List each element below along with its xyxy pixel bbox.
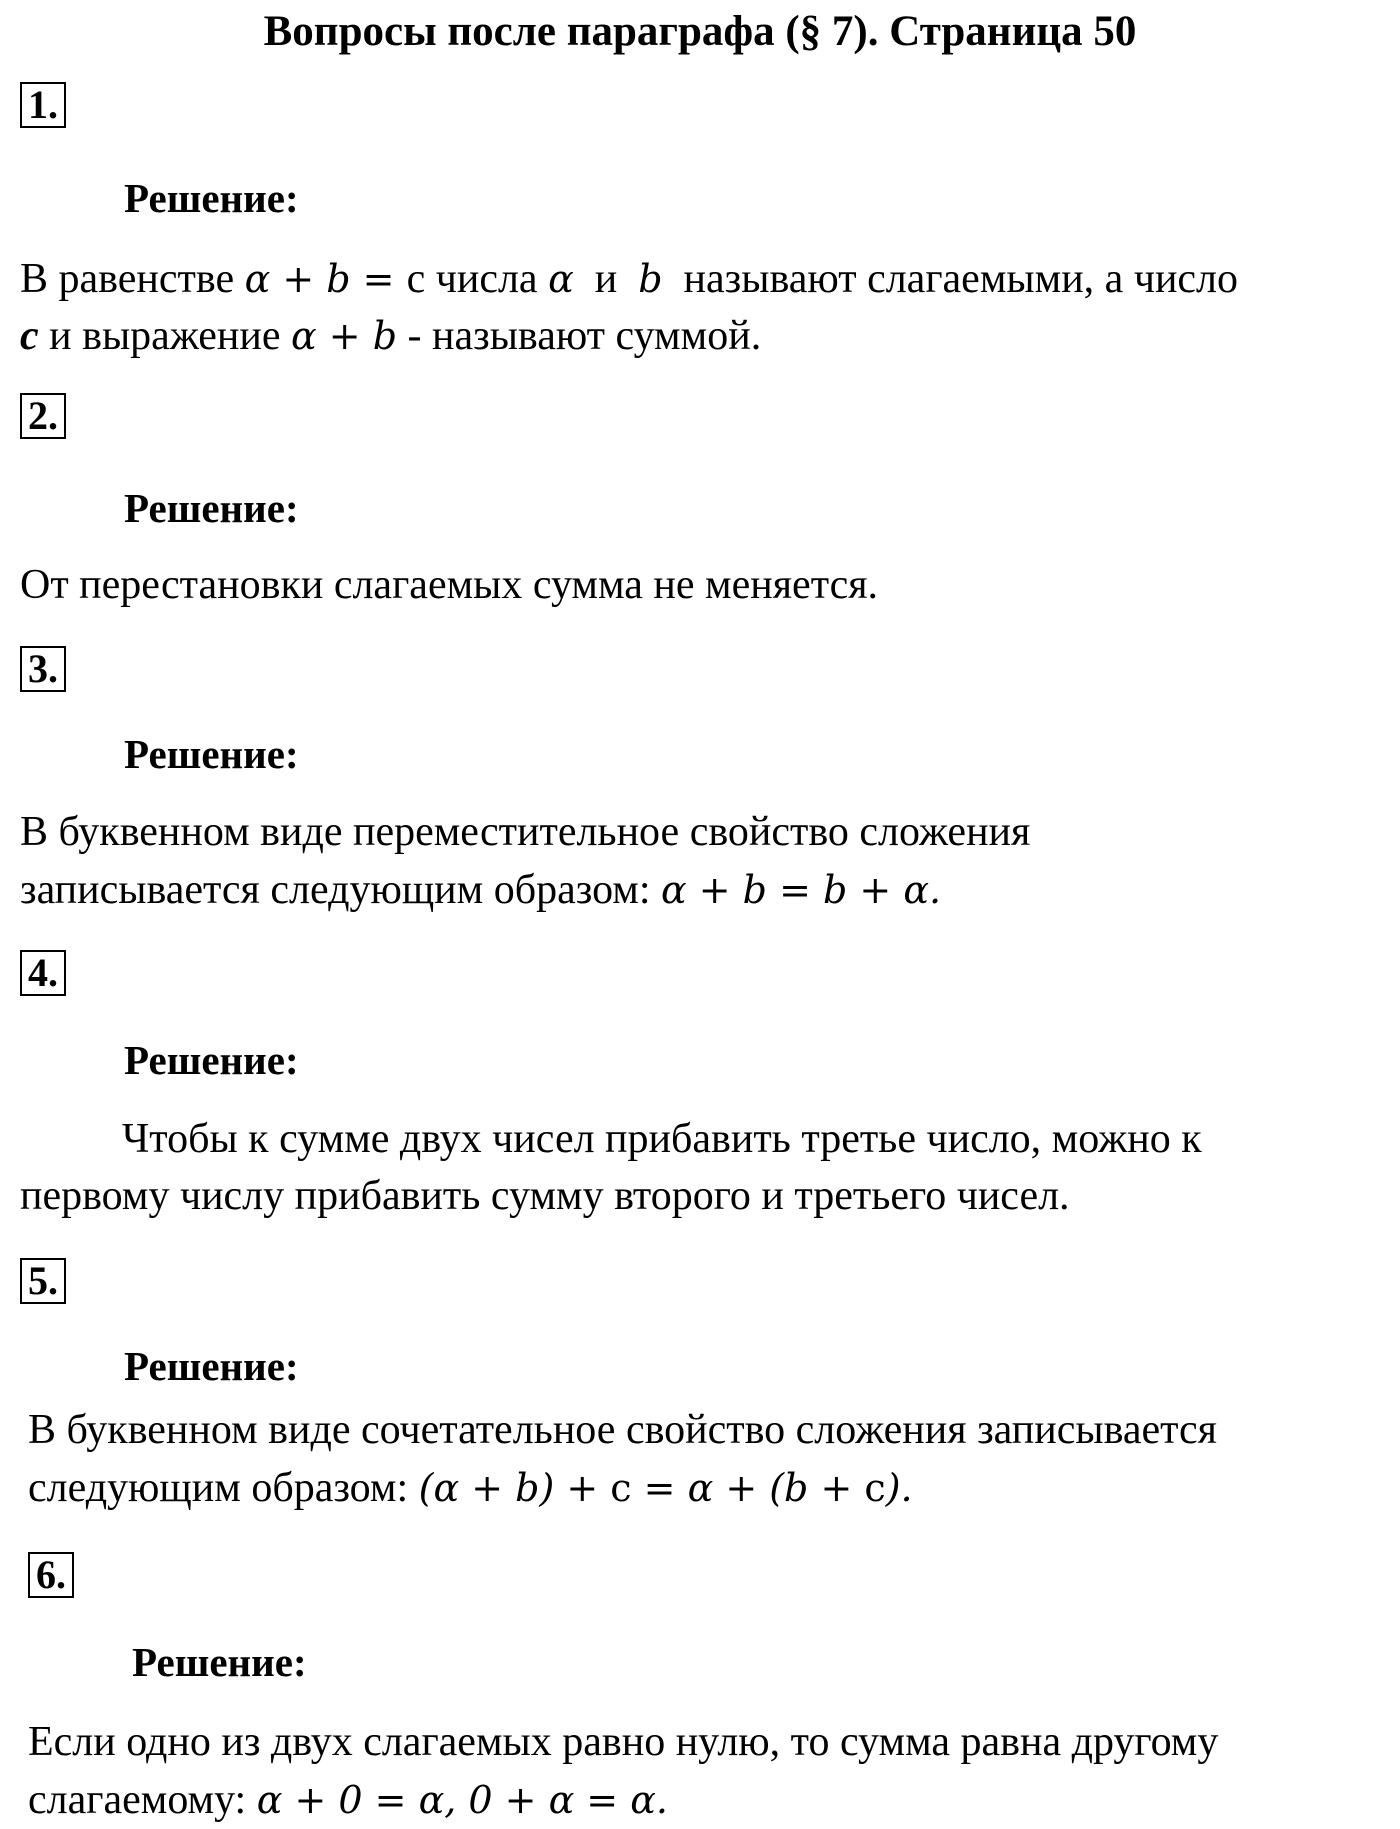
page-title: Вопросы после параграфа (§ 7). Страница 50 xyxy=(263,8,1137,55)
answer-1-formula: α + b = xyxy=(244,257,407,301)
solution-heading-3: Решение: xyxy=(124,731,299,777)
answer-5-formula-part-2: = α + (b + xyxy=(631,1466,865,1510)
question-number-5: 5. xyxy=(20,1258,66,1304)
answer-1-var-c: c xyxy=(20,313,39,359)
answer-4-line-2: первому числу прибавить сумму второго и третьего чисел. xyxy=(20,1173,1070,1219)
answer-1-var-alpha: α xyxy=(548,257,574,301)
answer-1-line-2 xyxy=(20,307,761,365)
answer-1-text-c: и xyxy=(573,256,639,302)
answer-1-text-f: - называют суммой. xyxy=(397,313,762,359)
answer-5-formula-part-1: (α + b) + xyxy=(418,1466,611,1510)
answer-5-line-1: В буквенном виде сочетательное свойство сложения записывается xyxy=(28,1407,1217,1453)
answer-4-line-1: Чтобы к сумме двух чисел прибавить третье число, можно к xyxy=(122,1116,1202,1162)
answer-3-text: записывается следующим образом: xyxy=(20,867,662,913)
solution-heading-5: Решение: xyxy=(124,1343,299,1389)
answer-6-line-2 xyxy=(28,1771,668,1829)
question-number-2: 2. xyxy=(20,393,66,439)
question-number-6: 6. xyxy=(28,1552,74,1598)
question-number-3: 3. xyxy=(20,646,66,692)
answer-2-text: От перестановки слагаемых сумма не меняется. xyxy=(20,562,879,608)
solution-heading-1: Решение: xyxy=(124,175,299,221)
answer-5-formula-c-1: c xyxy=(610,1466,632,1510)
answer-6-formula: α + 0 = α, 0 + α = α. xyxy=(256,1778,668,1822)
answer-1-text-e: и выражение xyxy=(38,313,292,359)
answer-5-line-2 xyxy=(28,1459,913,1517)
solution-heading-6: Решение: xyxy=(132,1639,307,1685)
answer-5-formula-c-2: c xyxy=(864,1466,886,1510)
answer-5-formula-part-3: ). xyxy=(885,1466,913,1510)
solution-heading-2: Решение: xyxy=(124,485,299,531)
answer-3-formula: α + b = b + α. xyxy=(661,868,942,912)
answer-1-text-a: В равенстве xyxy=(20,256,245,302)
answer-6-text: слагаемому: xyxy=(28,1777,257,1823)
answer-1-text-b: с числа xyxy=(406,256,549,302)
answer-1-sum-expr: α + b xyxy=(291,314,398,358)
answer-6-line-1: Если одно из двух слагаемых равно нулю, то сумма равна другому xyxy=(28,1719,1219,1765)
answer-5-text: следующим образом: xyxy=(28,1465,419,1511)
question-number-4: 4. xyxy=(20,950,66,996)
answer-1-text-d: называют слагаемыми, а число xyxy=(662,256,1239,302)
answer-1-var-b: b xyxy=(638,257,663,301)
solution-heading-4: Решение: xyxy=(124,1037,299,1083)
answer-3-line-2 xyxy=(20,861,941,919)
answer-3-line-1: В буквенном виде переместительное свойство сложения xyxy=(20,809,1031,855)
question-number-1: 1. xyxy=(20,82,66,128)
answer-1-line-1 xyxy=(20,250,1238,308)
